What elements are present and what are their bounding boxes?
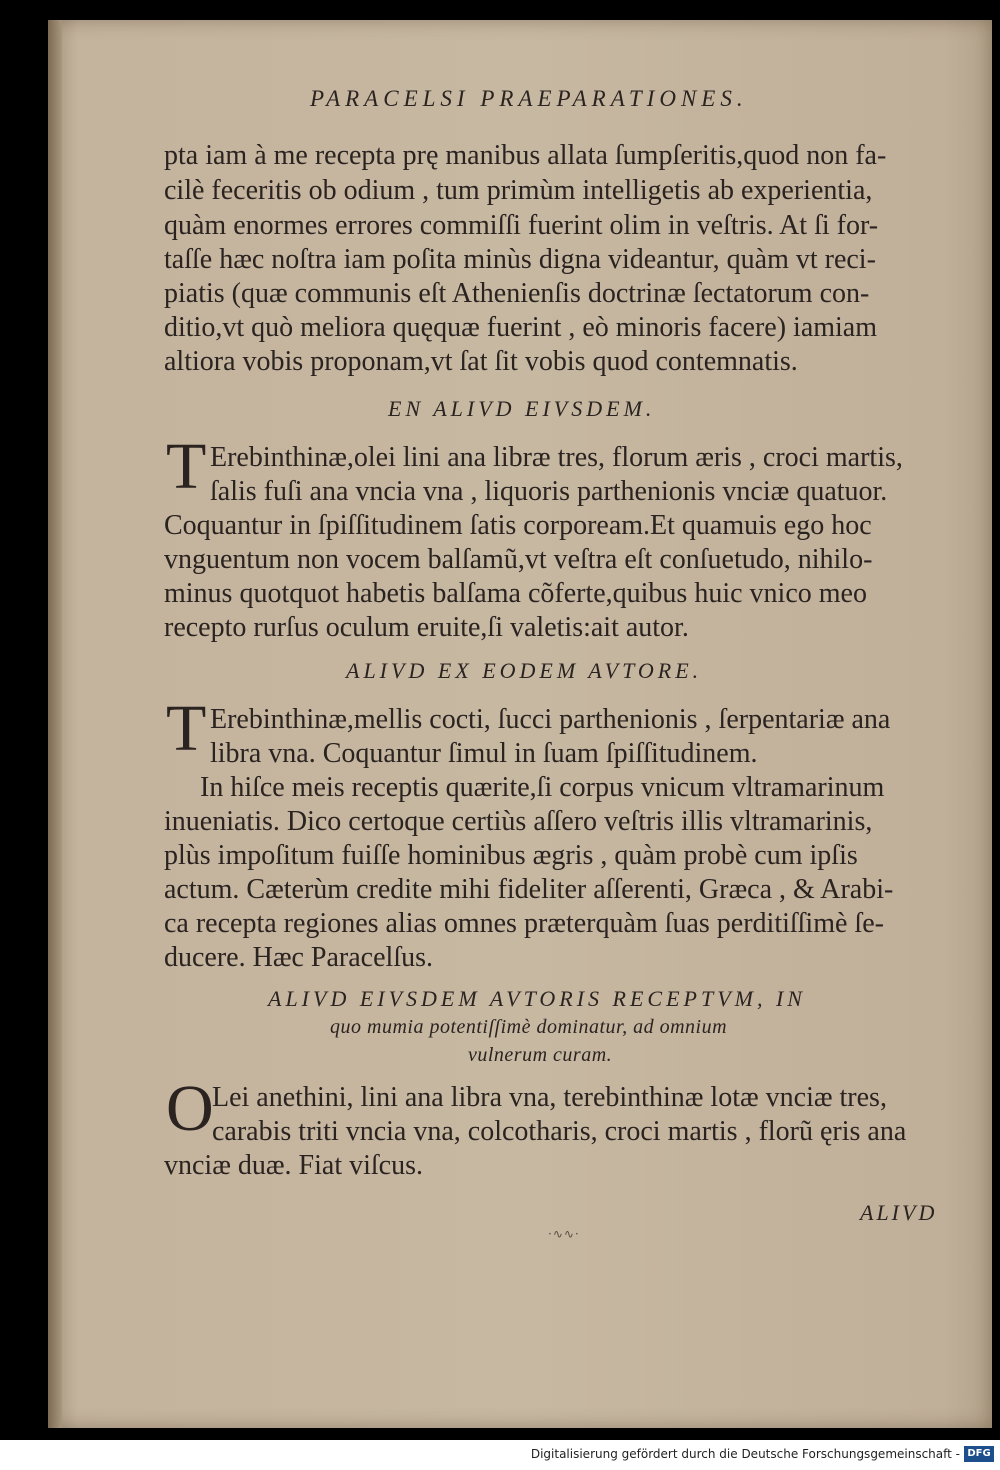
paragraph-line: In hiſce meis receptis quærite,ſi corpus vnicum vltramarinum <box>200 772 885 803</box>
recipe-line: Erebinthinæ,mellis cocti, ſucci parthenionis , ſerpentariæ ana <box>210 704 891 735</box>
recipe-line: vnguentum non vocem balſamũ,vt veſtra eſt conſuetudo, nihilo- <box>164 544 873 575</box>
intro-line: quàm enormes errores commiſſi fuerint olim in veſtris. At ſi for- <box>164 210 879 241</box>
paragraph-line: inueniatis. Dico certoque certiùs aſſero veſtris illis vltramarinis, <box>164 806 873 837</box>
section-subheading: quo mumia potentiſſimè dominatur, ad omnium <box>330 1016 728 1038</box>
running-head: PARACELSI PRAEPARATIONES. <box>310 86 748 111</box>
recipe-line: ſalis fuſi ana vncia vna , liquoris parthenionis vnciæ quatuor. <box>210 476 888 507</box>
intro-line: cilè feceritis ob odium , tum primùm intelligetis ab experientia, <box>164 175 873 206</box>
intro-line: pta iam à me recepta prę manibus allata ſumpſeritis,quod non fa- <box>164 140 887 171</box>
page-text <box>48 20 992 1428</box>
book-page <box>48 20 992 1428</box>
intro-line: taſſe hæc noſtra iam poſita minùs digna videantur, quàm vt reci- <box>164 244 876 275</box>
recipe-line: Lei anethini, lini ana libra vna, terebinthinæ lotæ vnciæ tres, <box>212 1082 887 1113</box>
recipe-line: vnciæ duæ. Fiat viſcus. <box>164 1150 423 1181</box>
paragraph-line: actum. Cæterùm credite mihi fideliter aſſerenti, Græca , & Arabi- <box>164 874 894 905</box>
section-heading: ALIVD EIVSDEM AVTORIS RECEPTVM, IN <box>268 986 806 1011</box>
dfg-logo: DFG <box>964 1446 994 1462</box>
drop-cap: T <box>166 692 207 765</box>
intro-line: piatis (quæ communis eſt Athenienſis doctrinæ ſectatorum con- <box>164 278 870 309</box>
recipe-line: libra vna. Coquantur ſimul in ſuam ſpiſſitudinem. <box>210 738 758 769</box>
recipe-line: recepto rurſus oculum eruite,ſi valetis:ait autor. <box>164 612 689 643</box>
catchword: ALIVD <box>860 1200 938 1225</box>
paragraph-line: ca recepta regiones alias omnes præterquàm ſuas perditiſſimè ſe- <box>164 908 884 939</box>
section-heading: EN ALIVD EIVSDEM. <box>388 396 656 421</box>
footer-credit: Digitalisierung gefördert durch die Deutsche Forschungsgemeinschaft - <box>530 1447 960 1461</box>
recipe-line: minus quotquot habetis balſama cõferte,quibus huic vnico meo <box>164 578 867 609</box>
intro-line: altiora vobis proponam,vt ſat ſit vobis quod contemnatis. <box>164 346 798 377</box>
drop-cap: O <box>166 1072 214 1145</box>
recipe-line: Coquantur in ſpiſſitudinem ſatis corpoream.Et quamuis ego hoc <box>164 510 872 541</box>
intro-line: ditio,vt quò meliora quęquæ fuerint , eò minoris facere) iamiam <box>164 312 878 343</box>
ornament: ·∿∿· <box>548 1227 580 1241</box>
recipe-line: Erebinthinæ,olei lini ana libræ tres, florum æris , croci martis, <box>210 442 903 473</box>
drop-cap: T <box>166 430 207 503</box>
section-heading: ALIVD EX EODEM AVTORE. <box>346 658 703 683</box>
recipe-line: carabis triti vncia vna, colcotharis, croci martis , florũ ęris ana <box>212 1116 907 1147</box>
paragraph-line: ducere. Hæc Paracelſus. <box>164 942 433 973</box>
section-subheading: vulnerum curam. <box>468 1044 613 1066</box>
paragraph-line: plùs impoſitum fuiſſe hominibus ægris , quàm probè cum ipſis <box>164 840 858 871</box>
